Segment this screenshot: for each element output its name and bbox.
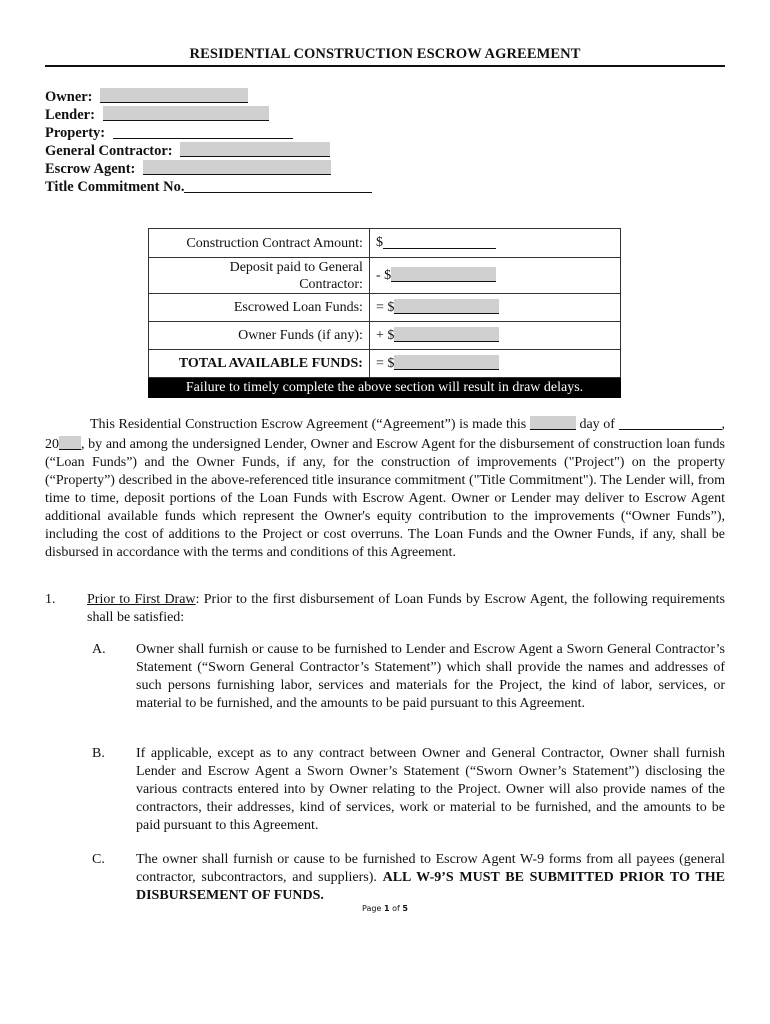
owner-label: Owner: (45, 89, 93, 105)
title-commitment-row (45, 176, 372, 194)
owner-funds-field[interactable] (394, 327, 499, 342)
year-field[interactable] (59, 436, 81, 450)
subsection-text: Owner shall furnish or cause to be furnished to Lender and Escrow Agent a Sworn General Contractor’s Statement (“Sworn General Contractor’s Statement”) which shall provide the names and addresses of such persons furnishing labor, services and materials for the Project, the kind of labor, services, or material to be furnished, and the amounts to be paid pursuant to this Agreement. (136, 642, 725, 711)
section-number: 1. (45, 592, 56, 607)
of-word: of (392, 904, 400, 913)
title-commitment-label: Title Commitment No. (45, 179, 185, 195)
lender-row (45, 104, 372, 122)
construction-contract-amount-field[interactable] (383, 234, 496, 249)
intro-part1: This Residential Construction Escrow Agreement (“Agreement”) is made this (90, 417, 527, 432)
subsection-letter: C. (92, 852, 105, 867)
document-title: RESIDENTIAL CONSTRUCTION ESCROW AGREEMENT (189, 46, 581, 62)
general-contractor-row (45, 140, 372, 158)
amounts-table (148, 228, 621, 398)
page-footer (0, 904, 770, 913)
table-row (149, 322, 621, 350)
table-row (149, 350, 621, 378)
table-row (149, 378, 621, 398)
owner-field[interactable] (100, 88, 248, 103)
general-contractor-label: General Contractor: (45, 143, 173, 159)
title-rule (45, 65, 725, 67)
table-row (149, 229, 621, 258)
subsection-c (92, 851, 725, 905)
total-available-funds-field[interactable] (394, 355, 499, 370)
property-label: Property: (45, 125, 106, 141)
escrow-agent-field[interactable] (143, 160, 331, 175)
subsection-letter: B. (92, 746, 105, 761)
intro-part3: , 20 (45, 417, 726, 452)
subsection-text: If applicable, except as to any contract between Owner and General Contractor, Owner shall furnish Lender and Escrow Agent a Sworn Owner’s Statement (“Sworn Owner’s Statement”) disclosing the various contracts entered into by Owner relating to the Project. Owner will also provide names of the contractors, their addresses, kind of services, work or material to be furnished, and the amounts to be paid pursuant to this Agreement. (136, 746, 725, 833)
construction-contract-amount-label: Construction Contract Amount: (149, 229, 370, 258)
property-field[interactable] (113, 124, 293, 139)
section-heading: Prior to First Draw (87, 592, 196, 607)
subsection-b (92, 745, 725, 835)
page-number: 1 (383, 904, 390, 913)
section-text: : Prior to the first disbursement of Loan Funds by Escrow Agent, the following requirements shall be satisfied: (87, 592, 726, 625)
intro-part2: day of (579, 417, 615, 432)
intro-paragraph (45, 414, 725, 562)
parties-block (45, 86, 372, 194)
amount-prefix: $ (375, 235, 383, 250)
escrowed-loan-funds-label: Escrowed Loan Funds: (149, 294, 370, 322)
amount-prefix: = $ (375, 355, 395, 371)
lender-field[interactable] (103, 106, 269, 121)
intro-part4: , by and among the undersigned Lender, Owner and Escrow Agent for the disbursement of construction loan funds (“Loan Funds”) and the Owner Funds, if any, for the construction of improvements ("Project") on the property (“Property”) described in the above-referenced title insurance commitment ("Title Commitment"). The Lender will, from time to time, deposit portions of the Loan Funds with Escrow Agent. Owner or Lender may deliver to Escrow Agent additional available funds which represent the Owner's equity contribution to the improvements (“Owner Funds”), including the cost of additions to the Project or cost overruns. The Loan Funds and the Owner Funds, if any, shall be disbursed in accordance with the terms and conditions of this Agreement. (45, 437, 725, 560)
deposit-amount-field[interactable] (391, 267, 496, 282)
amount-prefix: = $ (375, 299, 395, 315)
owner-row (45, 86, 372, 104)
draw-delay-warning: Failure to timely complete the above section will result in draw delays. (149, 378, 621, 398)
deposit-label-line2: Contractor: (299, 276, 363, 292)
lender-label: Lender: (45, 107, 95, 123)
month-field[interactable] (619, 416, 722, 430)
table-row (149, 294, 621, 322)
deposit-label-line1: Deposit paid to General (229, 259, 363, 275)
general-contractor-field[interactable] (180, 142, 330, 157)
page-word: Page (362, 904, 382, 913)
escrow-agent-label: Escrow Agent: (45, 161, 136, 177)
property-row (45, 122, 372, 140)
subsection-bold-text: ALL W-9’S MUST BE SUBMITTED PRIOR TO THE DISBURSEMENT OF FUNDS. (136, 870, 725, 903)
section-1 (45, 591, 725, 627)
total-available-funds-label: TOTAL AVAILABLE FUNDS: (149, 350, 370, 378)
day-field[interactable] (530, 416, 576, 430)
escrow-agent-row (45, 158, 372, 176)
amount-prefix: + $ (375, 327, 395, 343)
escrowed-loan-funds-field[interactable] (394, 299, 499, 314)
amount-prefix: - $ (375, 267, 392, 283)
title-commitment-field[interactable] (184, 178, 372, 193)
table-row (149, 258, 621, 294)
subsection-text: The owner shall furnish or cause to be furnished to Escrow Agent W-9 forms from all payees (general contractor, subcontractors, and suppliers). (136, 852, 725, 885)
subsection-letter: A. (92, 642, 106, 657)
total-pages: 5 (402, 904, 408, 913)
subsection-a (92, 641, 725, 713)
owner-funds-label: Owner Funds (if any): (149, 322, 370, 350)
